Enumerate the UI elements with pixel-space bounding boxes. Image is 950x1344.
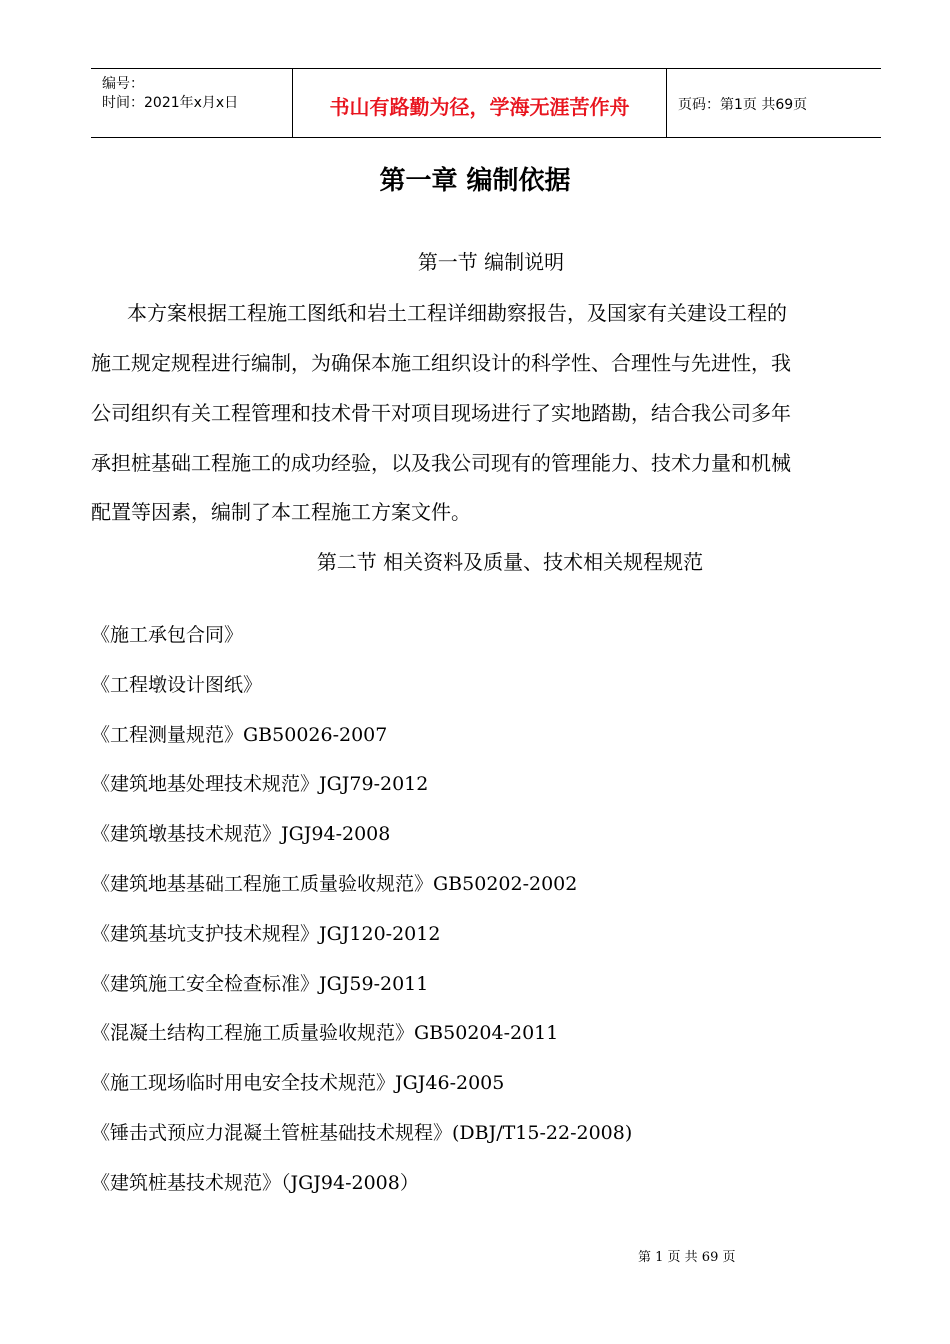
reference-item: 《工程测量规范》GB50026-2007 <box>91 723 388 746</box>
section-title-1: 第一节 编制说明 <box>417 250 565 274</box>
header-meta-cell <box>91 69 293 137</box>
header-motto-cell <box>293 69 667 137</box>
page-header <box>91 68 881 138</box>
reference-list <box>91 620 632 1218</box>
page-footer: 第 1 页 共 69 页 <box>638 1250 736 1265</box>
chapter-title: 第一章 编制依据 <box>379 166 571 196</box>
paragraph-line: 承担桩基础工程施工的成功经验，以及我公司现有的管理能力、技术力量和机械 <box>91 451 791 475</box>
paragraph-line: 公司组织有关工程管理和技术骨干对项目现场进行了实地踏勘，结合我公司多年 <box>91 401 791 425</box>
reference-item: 《施工承包合同》 <box>91 624 244 646</box>
reference-item: 《混凝土结构工程施工质量验收规范》GB50204-2011 <box>91 1022 559 1045</box>
reference-item: 《建筑墩基技术规范》JGJ94-2008 <box>91 823 391 846</box>
reference-item: 《建筑地基基础工程施工质量验收规范》GB50202-2002 <box>91 872 578 895</box>
paragraph-line: 本方案根据工程施工图纸和岩土工程详细勘察报告，及国家有关建设工程的 <box>127 301 787 325</box>
section-title-2: 第二节 相关资料及质量、技术相关规程规范 <box>316 550 704 574</box>
document-number-label: 编号： <box>102 76 144 92</box>
header-page-cell <box>667 69 881 137</box>
paragraph-line: 配置等因素，编制了本工程施工方案文件。 <box>91 500 471 524</box>
paragraph-line: 施工规定规程进行编制，为确保本施工组织设计的科学性、合理性与先进性，我 <box>91 351 791 375</box>
reference-item: 《建筑桩基技术规范》（JGJ94-2008） <box>91 1171 419 1194</box>
header-motto: 书山有路勤为径，学海无涯苦作舟 <box>329 95 630 119</box>
reference-item: 《锤击式预应力混凝土管桩基础技术规程》(DBJ/T15-22-2008) <box>91 1121 633 1144</box>
reference-item: 《建筑基坑支护技术规程》JGJ120-2012 <box>91 922 441 945</box>
reference-item: 《建筑地基处理技术规范》JGJ79-2012 <box>91 773 429 796</box>
header-page-info: 页码：第1页 共69页 <box>678 97 808 113</box>
reference-item: 《施工现场临时用电安全技术规范》JGJ46-2005 <box>91 1072 505 1095</box>
reference-item: 《建筑施工安全检查标准》JGJ59-2011 <box>91 972 429 995</box>
reference-item: 《工程墩设计图纸》 <box>91 673 263 696</box>
document-time-label: 时间：2021年x月x日 <box>102 95 239 111</box>
